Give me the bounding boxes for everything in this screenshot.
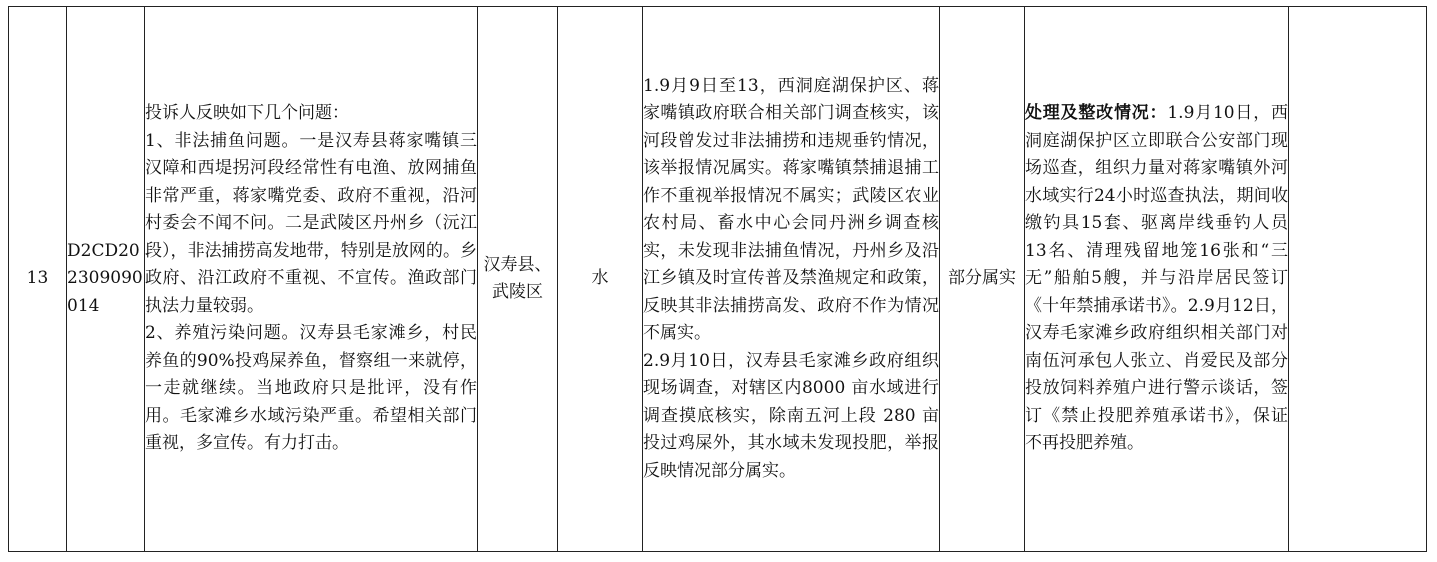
complaint-intro: 投诉人反映如下几个问题：: [145, 103, 349, 124]
handling-label: 处理及整改情况：: [1025, 103, 1168, 124]
complaint-issue-2: 2、养殖污染问题。汉寿县毛家滩乡，村民养鱼的90%投鸡屎养鱼，督察组一来就停，一走就继续。当地政府只是批评，没有作用。毛家滩乡水域污染严重。希望相关部门重视，多宣传。有力打击。: [145, 323, 477, 454]
complaint-content-cell: [145, 7, 478, 552]
handling-text: 1.9月10日，西洞庭湖保护区立即联合公安部门现场巡查，组织力量对蒋家嘴镇外河水域实行24小时巡查执法，期间收缴钓具15套、驱离岸线垂钓人员13名、清理残留地笼16张和“三无”船舶5艘，并与沿岸居民签订《十年禁捕承诺书》。2.9月12日，汉寿毛家滩乡政府组织相关部门对南伍河承包人张立、肖爱民及部分投放饲料养殖户进行警示谈话，签订《禁止投肥养殖承诺书》，保证不再投肥养殖。: [1025, 103, 1288, 454]
verification-item-2: 2.9月10日，汉寿县毛家滩乡政府组织现场调查，对辖区内8000 亩水域进行调查摸底核实，除南五河上段 280 亩投过鸡屎外，其水域未发现投肥，举报反映情况部分属实。: [643, 350, 939, 481]
table-row: [9, 7, 1427, 552]
case-id-cell: D2CD202309090014: [67, 7, 145, 552]
verification-cell: [643, 7, 940, 552]
row-number-cell: 13: [9, 7, 67, 552]
verification-item-1: 1.9月9日至13，西洞庭湖保护区、蒋家嘴镇政府联合相关部门调查核实，该河段曾发过非法捕捞和违规垂钓情况，该举报情况属实。蒋家嘴镇禁捕退捕工作不重视举报情况不属实；武陵区农业农村局、畜水中心会同丹洲乡调查核实，未发现非法捕鱼情况，丹州乡及沿江乡镇及时宣传普及禁渔规定和政策，反映其非法捕捞高发、政府不作为情况不属实。: [643, 75, 939, 344]
verification-result-cell: 部分属实: [940, 7, 1025, 552]
pollution-type-cell: 水: [558, 7, 643, 552]
handling-cell: [1025, 7, 1289, 552]
complaint-issue-1: 1、非法捕鱼问题。一是汉寿县蒋家嘴镇三汉障和西堤拐河段经常性有电渔、放网捕鱼非常严重，蒋家嘴党委、政府不重视，沿河村委会不闻不问。二是武陵区丹州乡（沅江段），非法捕捞高发地带，特别是放网的。乡政府、沿江政府不重视、不宣传。渔政部门执法力量较弱。: [145, 130, 477, 316]
supervision-case-table: [8, 6, 1427, 552]
administrative-area-cell: 汉寿县、武陵区: [478, 7, 558, 552]
remark-cell: [1289, 7, 1427, 552]
